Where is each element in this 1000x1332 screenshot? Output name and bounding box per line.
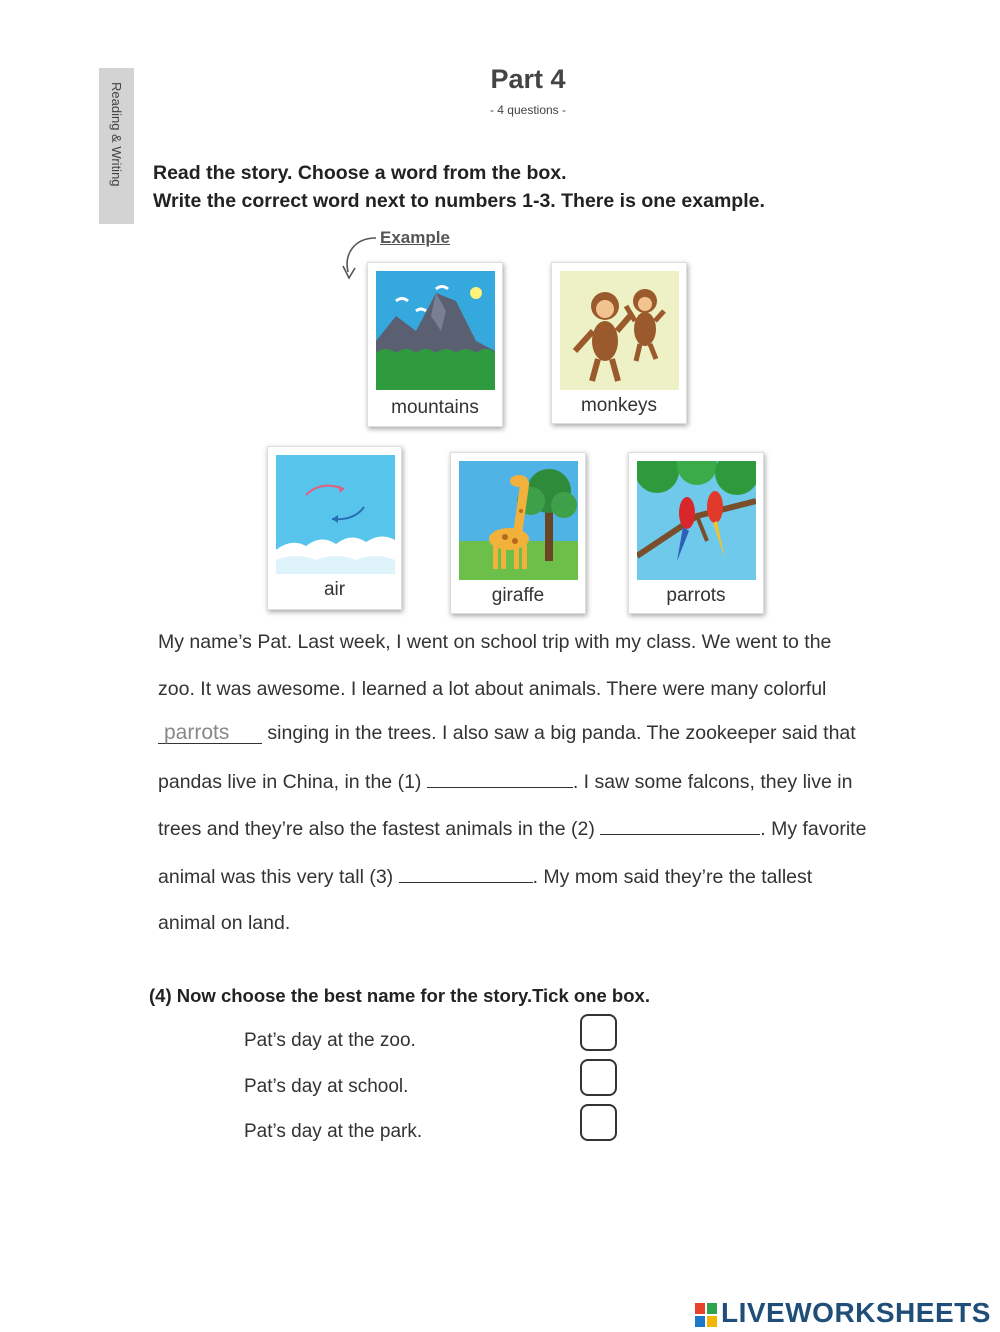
word-card-label: air (323, 579, 346, 600)
story-line: zoo. It was awesome. I learned a lot about animals. There were many colorful (158, 678, 827, 700)
instruction-line-1: Read the story. Choose a word from the box. (153, 162, 567, 184)
tick-box-school[interactable] (580, 1059, 617, 1096)
word-card-monkeys (551, 262, 687, 424)
answer-blank-3[interactable] (399, 866, 533, 883)
word-card-label: giraffe (491, 585, 545, 606)
option-label-park: Pat’s day at the park. (244, 1121, 423, 1142)
story-line (158, 771, 852, 794)
story-line: animal on land. (158, 912, 291, 934)
word-card-label: parrots (666, 585, 726, 606)
instruction-line-2: Write the correct word next to numbers 1-3. There is one example. (153, 190, 765, 212)
story-text: singing in the trees. I also saw a big panda. The zookeeper said that (267, 722, 856, 744)
parrots-picture (637, 461, 756, 580)
mountains-picture (376, 271, 495, 390)
story-text: animal was this very tall (3) (158, 866, 394, 888)
brand-text: LIVEWORKSHEETS (721, 1297, 991, 1328)
story-line: My name’s Pat. Last week, I went on school trip with my class. We went to the (158, 631, 832, 653)
example-answer-blank: parrots (158, 723, 262, 744)
liveworksheets-logo-icon (695, 1303, 717, 1327)
tick-box-park[interactable] (580, 1104, 617, 1141)
story-text: . My favorite (760, 818, 867, 840)
page-title: Part 4 (490, 64, 566, 94)
word-card-parrots (628, 452, 764, 614)
example-label: Example (380, 228, 450, 247)
monkeys-picture (560, 271, 679, 390)
word-card-air (267, 446, 402, 610)
story-text: trees and they’re also the fastest animals in the (2) (158, 818, 595, 840)
option-label-school: Pat’s day at school. (244, 1076, 409, 1097)
word-card-mountains (367, 262, 503, 427)
story-text: . I saw some falcons, they live in (572, 771, 853, 793)
brand-logo (695, 1297, 991, 1329)
option-label-zoo: Pat’s day at the zoo. (244, 1030, 416, 1051)
page-subtitle: - 4 questions - (489, 103, 567, 117)
word-card-giraffe (450, 452, 586, 614)
story-line (158, 818, 866, 841)
answer-blank-2[interactable] (600, 818, 760, 835)
word-card-label: mountains (391, 397, 479, 418)
air-picture (276, 455, 395, 574)
story-text: pandas live in China, in the (1) (158, 771, 422, 793)
tick-box-zoo[interactable] (580, 1014, 617, 1051)
story-text: . My mom said they’re the tallest (532, 866, 813, 888)
giraffe-picture (459, 461, 578, 580)
side-tab-label: Reading & Writing (109, 82, 124, 187)
question-4-prompt: (4) Now choose the best name for the story.Tick one box. (149, 985, 650, 1006)
answer-blank-1[interactable] (427, 771, 573, 788)
story-line (158, 722, 856, 745)
word-card-label: monkeys (580, 395, 658, 416)
story-line (158, 866, 812, 889)
